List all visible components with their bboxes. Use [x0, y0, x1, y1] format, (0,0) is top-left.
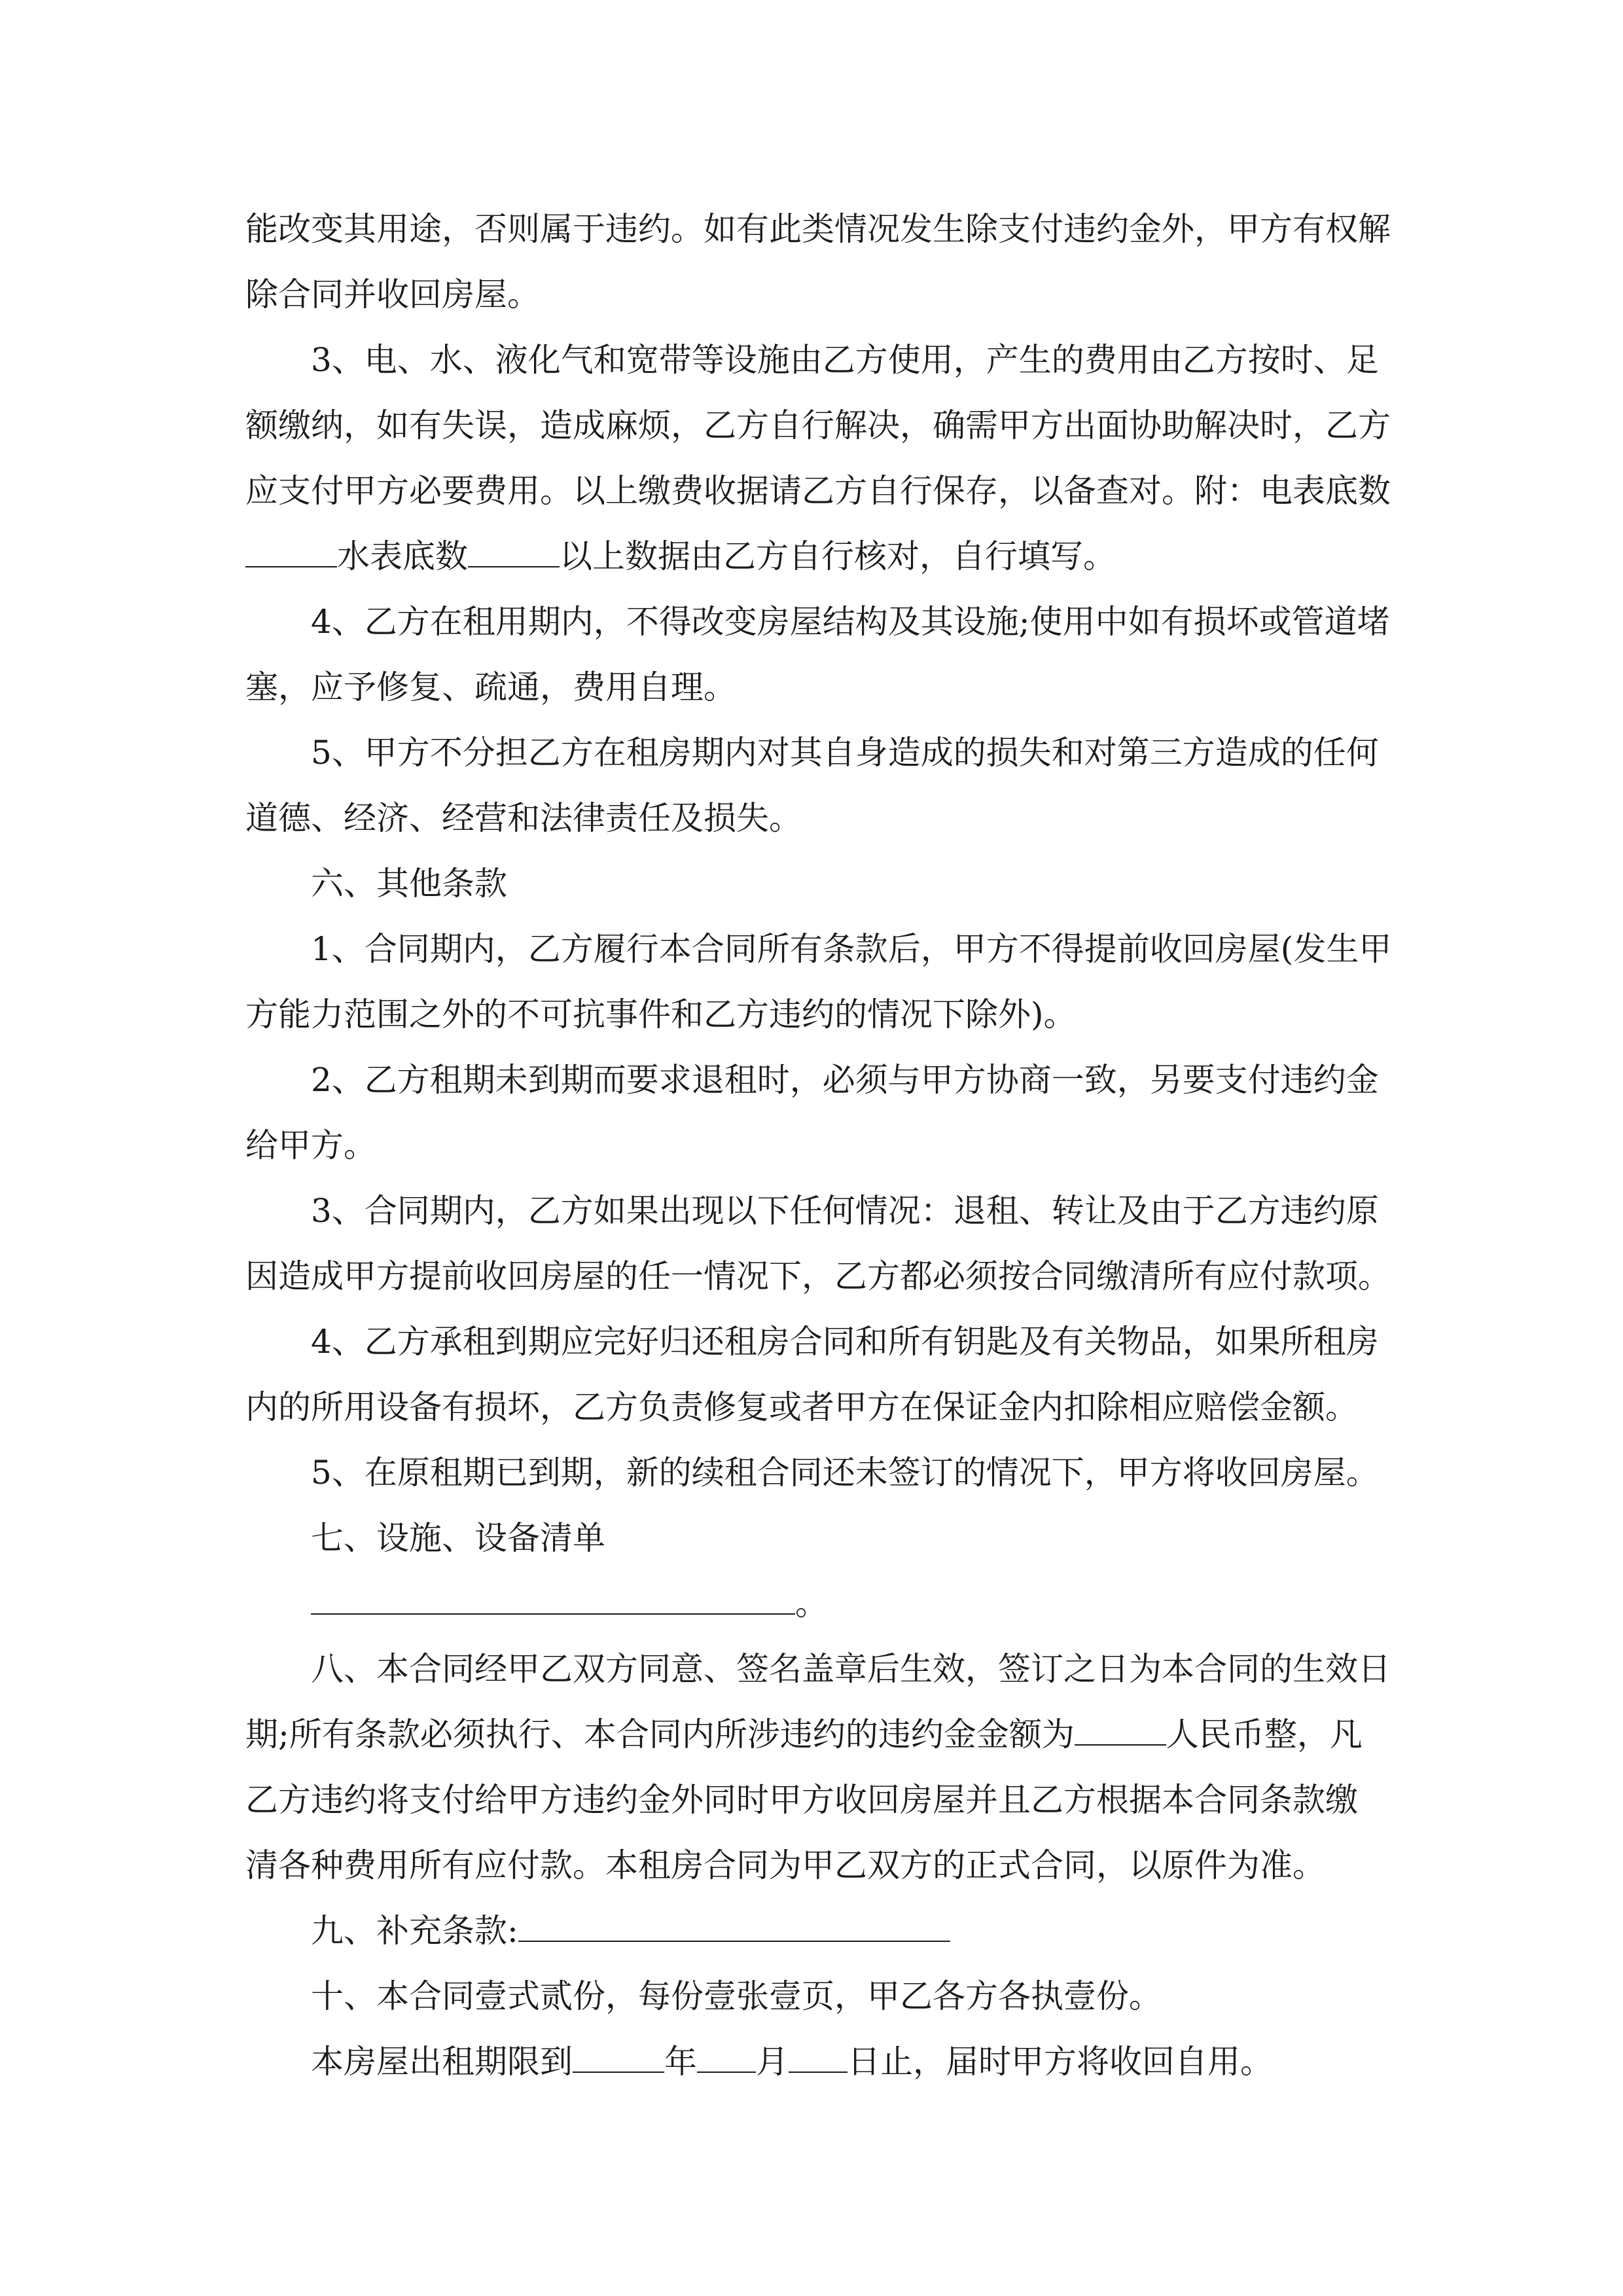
text-line: 3、电、水、液化气和宽带等设施由乙方使用，产生的费用由乙方按时、足	[311, 341, 1379, 379]
text-line: 5、甲方不分担乙方在租房期内对其自身造成的损失和对第三方造成的任何	[311, 734, 1379, 772]
text-line: 2、乙方租期未到期而要求退租时，必须与甲方协商一致，另要支付违约金	[311, 1061, 1379, 1099]
text-fragment: 期;所有条款必须执行、本合同内所涉违约的违约金金额为	[245, 1715, 1075, 1753]
lease-term-line	[245, 2029, 1378, 2094]
month-blank	[697, 2031, 756, 2073]
text-line: 应支付甲方必要费用。以上缴费收据请乙方自行保存，以备查对。附：电表底数	[245, 472, 1391, 510]
text-line: 清各种费用所有应付款。本租房合同为甲乙双方的正式合同，以原件为准。	[245, 1846, 1325, 1884]
text-fragment: 月	[756, 2043, 789, 2081]
text-fragment: 以上数据由乙方自行核对，自行填写。	[560, 537, 1116, 575]
text-line: 十、本合同壹式贰份，每份壹张壹页，甲乙各方各执壹份。	[311, 1977, 1162, 2015]
text-line: 因造成甲方提前收回房屋的任一情况下，乙方都必须按合同缴清所有应付款项。	[245, 1257, 1391, 1295]
section-heading: 九、补充条款:	[311, 1912, 518, 1950]
text-line: 八、本合同经甲乙双方同意、签名盖章后生效，签订之日为本合同的生效日	[311, 1650, 1391, 1688]
supplementary-terms-blank	[518, 1900, 950, 1942]
text-line: 内的所用设备有损坏，乙方负责修复或者甲方在保证金内扣除相应赔偿金额。	[245, 1388, 1358, 1426]
day-blank	[789, 2031, 847, 2073]
text-fragment: 人民币整，凡	[1166, 1715, 1363, 1753]
text-fragment: 。	[795, 1585, 828, 1623]
text-fragment: 日止，届时甲方将收回自用。	[847, 2043, 1273, 2081]
text-line: 4、乙方承租到期应完好归还租房合同和所有钥匙及有关物品，如果所租房	[311, 1323, 1379, 1361]
meter-reading-line	[245, 524, 1378, 589]
year-blank	[573, 2031, 664, 2073]
equipment-list-blank	[311, 1573, 795, 1615]
text-line: 1、合同期内，乙方履行本合同所有条款后，甲方不得提前收回房屋(发生甲	[311, 930, 1392, 968]
supplementary-terms-line	[245, 1898, 1378, 1964]
text-line: 4、乙方在租用期内，不得改变房屋结构及其设施;使用中如有损坏或管道堵	[311, 603, 1390, 641]
text-line: 道德、经济、经营和法律责任及损失。	[245, 799, 802, 837]
text-line: 方能力范围之外的不可抗事件和乙方违约的情况下除外)。	[245, 996, 1077, 1033]
text-fragment: 本房屋出租期限到	[311, 2043, 573, 2081]
equipment-list-line	[245, 1571, 1378, 1636]
section-heading: 七、设施、设备清单	[311, 1519, 605, 1557]
electric-meter-blank	[245, 526, 337, 567]
text-line: 除合同并收回房屋。	[245, 276, 540, 314]
text-line: 给甲方。	[245, 1126, 376, 1164]
section-heading: 六、其他条款	[311, 865, 507, 903]
text-fragment: 年	[664, 2043, 697, 2081]
text-line: 塞，应予修复、疏通，费用自理。	[245, 668, 736, 706]
text-line: 能改变其用途，否则属于违约。如有此类情况发生除支付违约金外，甲方有权解	[245, 210, 1391, 248]
penalty-line	[245, 1702, 1378, 1767]
text-line: 乙方违约将支付给甲方违约金外同时甲方收回房屋并且乙方根据本合同条款缴	[245, 1781, 1358, 1819]
water-meter-label: 水表底数	[337, 537, 468, 575]
penalty-amount-blank	[1075, 1704, 1166, 1746]
text-line: 5、在原租期已到期，新的续租合同还未签订的情况下，甲方将收回房屋。	[311, 1454, 1379, 1492]
water-meter-blank	[468, 526, 560, 567]
text-line: 3、合同期内，乙方如果出现以下任何情况：退租、转让及由于乙方违约原	[311, 1192, 1379, 1230]
text-line: 额缴纳，如有失误，造成麻烦，乙方自行解决，确需甲方出面协助解决时，乙方	[245, 406, 1391, 444]
